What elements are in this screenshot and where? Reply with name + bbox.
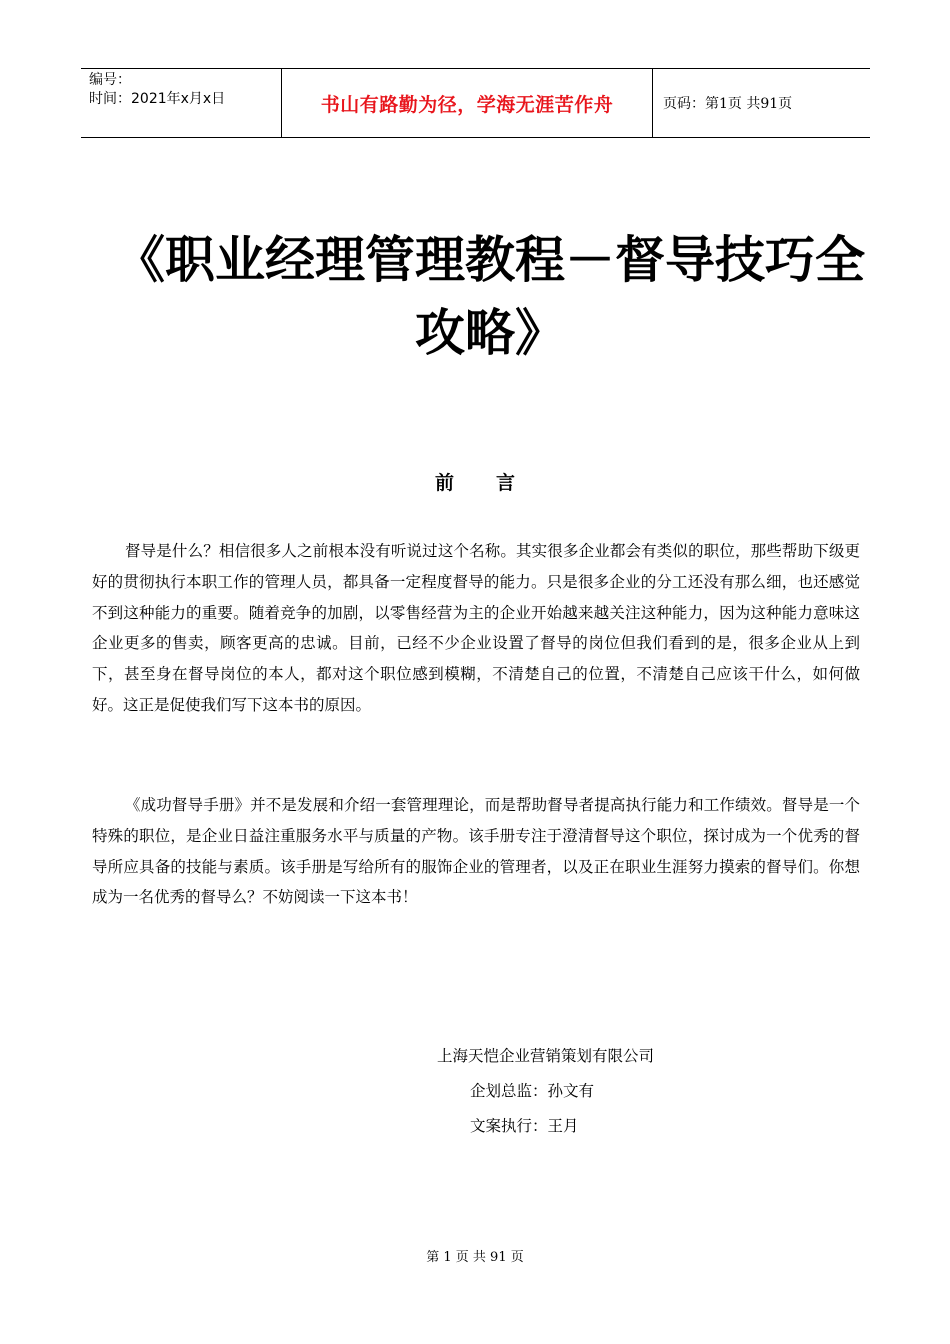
- header-page-info: 页码：第1页 共91页: [663, 96, 793, 112]
- number-label: 编号：: [89, 72, 131, 88]
- preface-heading: 前言: [434, 472, 557, 494]
- page-footer: 第 1 页 共 91 页: [426, 1250, 524, 1265]
- document-title: 《职业经理管理教程－督导技巧全攻略》: [115, 231, 865, 362]
- document-header: [81, 68, 870, 138]
- header-meta-cell: [81, 69, 281, 137]
- preface-paragraph-1: 督导是什么？相信很多人之前根本没有听说过这个名称。其实很多企业都会有类似的职位，那些帮助下级更好的贯彻执行本职工作的管理人员，都具备一定程度督导的能力。只是很多企业的分工还没有那么细，也还感觉不到这种能力的重要。随着竞争的加剧，以零售经营为主的企业开始越来越关注这种能力，因为这种能力意味这企业更多的售卖，顾客更高的忠诚。目前，已经不少企业设置了督导的岗位但我们看到的是，很多企业从上到下，甚至身在督导岗位的本人，都对这个职位感到模糊，不清楚自己的位置，不清楚自己应该干什么，如何做好。这正是促使我们写下这本书的原因。: [92, 542, 860, 714]
- time-label: 时间：2021年x月x日: [89, 91, 226, 107]
- signature-director: 企划总监：孙文有: [470, 1082, 595, 1100]
- signature-copywriter: 文案执行：王月: [470, 1117, 579, 1135]
- header-motto: 书山有路勤为径，学海无涯苦作舟: [281, 69, 653, 137]
- signature-company: 上海天恺企业营销策划有限公司: [437, 1047, 655, 1065]
- preface-paragraph-2: 《成功督导手册》并不是发展和介绍一套管理理论，而是帮助督导者提高执行能力和工作绩效。督导是一个特殊的职位，是企业日益注重服务水平与质量的产物。该手册专注于澄清督导这个职位，探讨成为一个优秀的督导所应具备的技能与素质。该手册是写给所有的服饰企业的管理者，以及正在职业生涯努力摸索的督导们。你想成为一名优秀的督导么？不妨阅读一下这本书！: [92, 796, 860, 907]
